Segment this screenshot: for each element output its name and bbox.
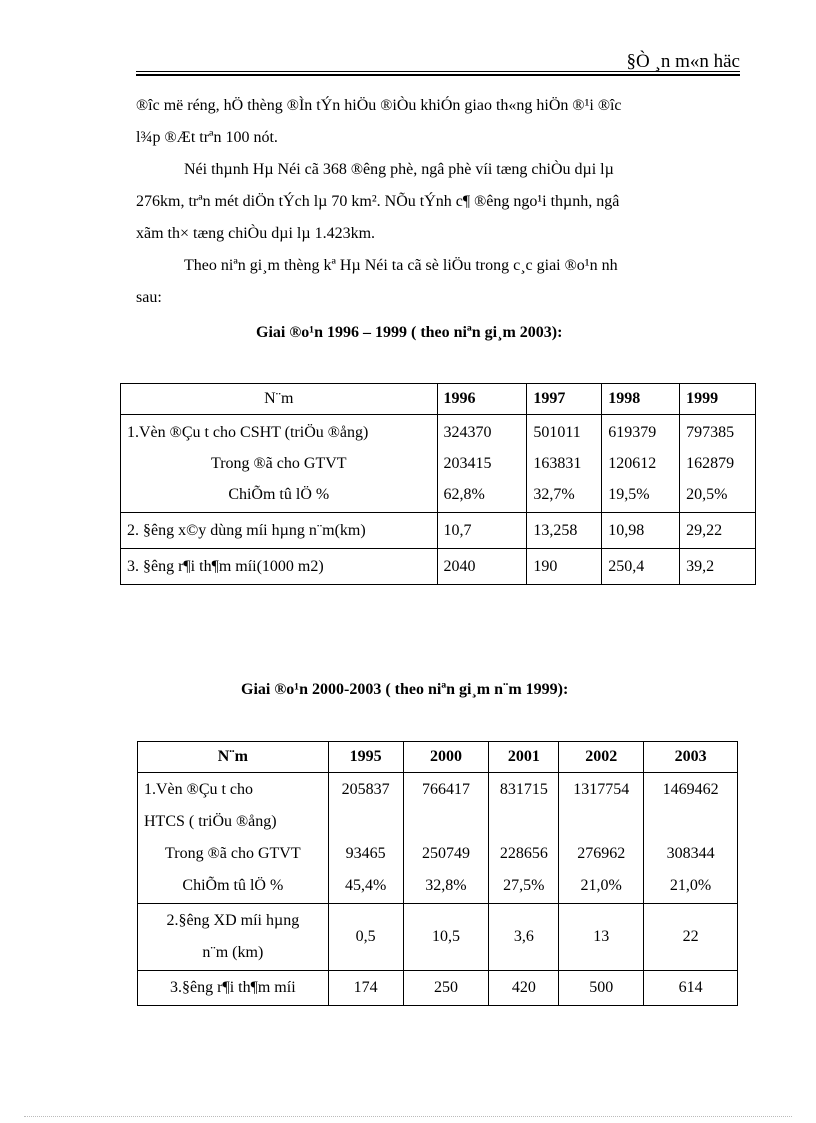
paragraph-line: Theo niªn gi¸m thèng kª Hµ Néi ta cã sè liÖu trong c¸c giai ®o¹n nh — [184, 257, 618, 274]
header-title: §Ò ¸n m«n häc — [626, 51, 740, 72]
table-row — [138, 904, 738, 971]
row-label-line: 1.Vèn ®Çu t cho — [144, 781, 254, 798]
header-rule-thick — [136, 74, 740, 76]
value: 20,5% — [686, 486, 728, 503]
row-label-line: Trong ®ã cho GTVT — [165, 845, 301, 862]
value: 420 — [511, 979, 536, 996]
value: 10,98 — [608, 522, 645, 539]
value-cell: 0,5 — [328, 904, 403, 971]
value-cell — [437, 415, 527, 513]
value: 27,5% — [503, 877, 545, 894]
value: 120612 — [608, 455, 657, 472]
paragraph-line: sau: — [136, 289, 162, 306]
value — [335, 806, 397, 838]
value-cell — [403, 971, 489, 1006]
value-cell — [527, 549, 602, 585]
header-rule — [136, 71, 740, 72]
value-cell — [527, 415, 602, 513]
table-row — [138, 971, 738, 1006]
value-cell — [328, 971, 403, 1006]
paragraph-2 — [136, 154, 740, 250]
row-label — [138, 904, 329, 971]
value-cell — [437, 549, 527, 585]
value: 766417 — [421, 781, 470, 798]
value-cell — [559, 971, 644, 1006]
page-bottom-rule — [24, 1116, 792, 1117]
value: 1469462 — [662, 781, 719, 798]
row-label-line: Trong ®ã cho GTVT — [210, 455, 347, 472]
value: 797385 — [686, 424, 735, 441]
value: 614 — [678, 979, 703, 996]
row-label-line: 1.Vèn ®Çu t cho CSHT (triÖu ®ång) — [127, 424, 369, 441]
year-cell: 1999 — [680, 384, 756, 415]
table-1996-1999 — [120, 383, 756, 585]
value: 21,0% — [669, 877, 712, 894]
paragraph-line: l¾p ®Æt trªn 100 nót. — [136, 129, 278, 146]
value: 162879 — [686, 455, 735, 472]
value — [650, 806, 731, 838]
value-cell — [680, 415, 756, 513]
value: 19,5% — [608, 486, 650, 503]
value-cell — [644, 971, 738, 1006]
row-label-line: HTCS ( triÖu ®ång) — [144, 813, 277, 830]
value-cell — [437, 513, 527, 549]
value: 1317754 — [573, 781, 630, 798]
paragraph-line: xãm th× tæng chiÒu dµi lµ 1.423km. — [136, 225, 376, 242]
value: 39,2 — [686, 558, 715, 575]
row-label — [121, 549, 438, 585]
value: 2040 — [443, 558, 476, 575]
table-header-row — [138, 742, 738, 773]
table1-caption: Giai ®o¹n 1996 – 1999 ( theo niªn gi¸m 2003): — [256, 324, 563, 341]
year-cell: 2001 — [489, 742, 559, 773]
year-cell: 2003 — [644, 742, 738, 773]
value — [410, 806, 483, 838]
year-header: N¨m — [138, 742, 329, 773]
value: 250749 — [421, 845, 470, 862]
value-cell — [489, 971, 559, 1006]
value-cell — [489, 773, 559, 904]
value-cell — [559, 773, 644, 904]
year-cell: 1998 — [602, 384, 680, 415]
year-cell: 2000 — [403, 742, 489, 773]
year-cell: 2002 — [559, 742, 644, 773]
paragraph-3 — [136, 250, 740, 314]
row-label-line: 3. §êng r¶i th¶m míi(1000 m2) — [127, 558, 324, 575]
value: 163831 — [533, 455, 582, 472]
value-cell — [527, 513, 602, 549]
paragraph-line: Néi thµnh Hµ Néi cã 368 ®êng phè, ngâ phè víi tæng chiÒu dµi lµ — [184, 161, 614, 178]
value-cell — [602, 415, 680, 513]
row-label-line: 2. §êng x©y dùng míi hµng n¨m(km) — [127, 522, 366, 539]
value: 62,8% — [443, 486, 485, 503]
row-label-line: 2.§êng XD míi hµng — [166, 912, 300, 929]
paragraph-line: ®îc më réng, hÖ thèng ®Ìn tÝn hiÖu ®iÒu khiÓn giao th«ng hiÖn ®¹i ®îc — [136, 97, 622, 114]
table-header-row — [121, 384, 756, 415]
value: 13,258 — [533, 522, 578, 539]
value: 45,4% — [344, 877, 387, 894]
table-row — [121, 549, 756, 585]
table2-caption: Giai ®o¹n 2000-2003 ( theo niªn gi¸m n¨m 1999): — [241, 681, 569, 698]
row-label-line: 3.§êng r¶i th¶m míi — [170, 979, 296, 996]
value: 228656 — [499, 845, 548, 862]
value: 276962 — [577, 845, 626, 862]
row-label — [138, 773, 329, 904]
value: 32,8% — [425, 877, 467, 894]
value: 203415 — [443, 455, 492, 472]
value: 250,4 — [608, 558, 645, 575]
value-cell: 3,6 — [489, 904, 559, 971]
value-cell — [680, 513, 756, 549]
value-cell — [602, 513, 680, 549]
value: 190 — [533, 558, 558, 575]
value: 21,0% — [580, 877, 622, 894]
value-cell — [328, 773, 403, 904]
row-label-line: ChiÕm tû lÖ % — [228, 486, 330, 503]
value: 308344 — [666, 845, 715, 862]
value: 501011 — [533, 424, 581, 441]
value: 250 — [433, 979, 458, 996]
year-cell: 1996 — [437, 384, 527, 415]
value: 10,7 — [443, 522, 472, 539]
value — [565, 806, 637, 838]
value-cell — [680, 549, 756, 585]
value-cell — [644, 773, 738, 904]
row-label — [121, 513, 438, 549]
value-cell — [403, 773, 489, 904]
row-label — [138, 971, 329, 1006]
value: 324370 — [443, 424, 492, 441]
year-cell: 1995 — [328, 742, 403, 773]
value: 500 — [589, 979, 614, 996]
year-cell: 1997 — [527, 384, 602, 415]
table-row — [121, 415, 756, 513]
row-label-line: n¨m (km) — [202, 944, 264, 961]
value-cell: 10,5 — [403, 904, 489, 971]
row-label-line: ChiÕm tû lÖ % — [182, 877, 284, 894]
table-row — [138, 773, 738, 904]
year-header: N¨m — [121, 384, 438, 415]
value — [495, 806, 552, 838]
paragraph-line: 276km, trªn mét diÖn tÝch lµ 70 km². NÕu tÝnh c¶ ®êng ngo¹i thµnh, ngâ — [136, 193, 620, 210]
value: 619379 — [608, 424, 657, 441]
value: 205837 — [341, 781, 390, 798]
value: 32,7% — [533, 486, 575, 503]
value-cell: 13 — [559, 904, 644, 971]
value: 831715 — [499, 781, 548, 798]
value-cell: 22 — [644, 904, 738, 971]
table-2000-2003 — [137, 741, 738, 1006]
table-row — [121, 513, 756, 549]
value: 93465 — [345, 845, 386, 862]
paragraph-1 — [136, 90, 740, 154]
value: 174 — [353, 979, 378, 996]
value-cell — [602, 549, 680, 585]
row-label — [121, 415, 438, 513]
value: 29,22 — [686, 522, 723, 539]
